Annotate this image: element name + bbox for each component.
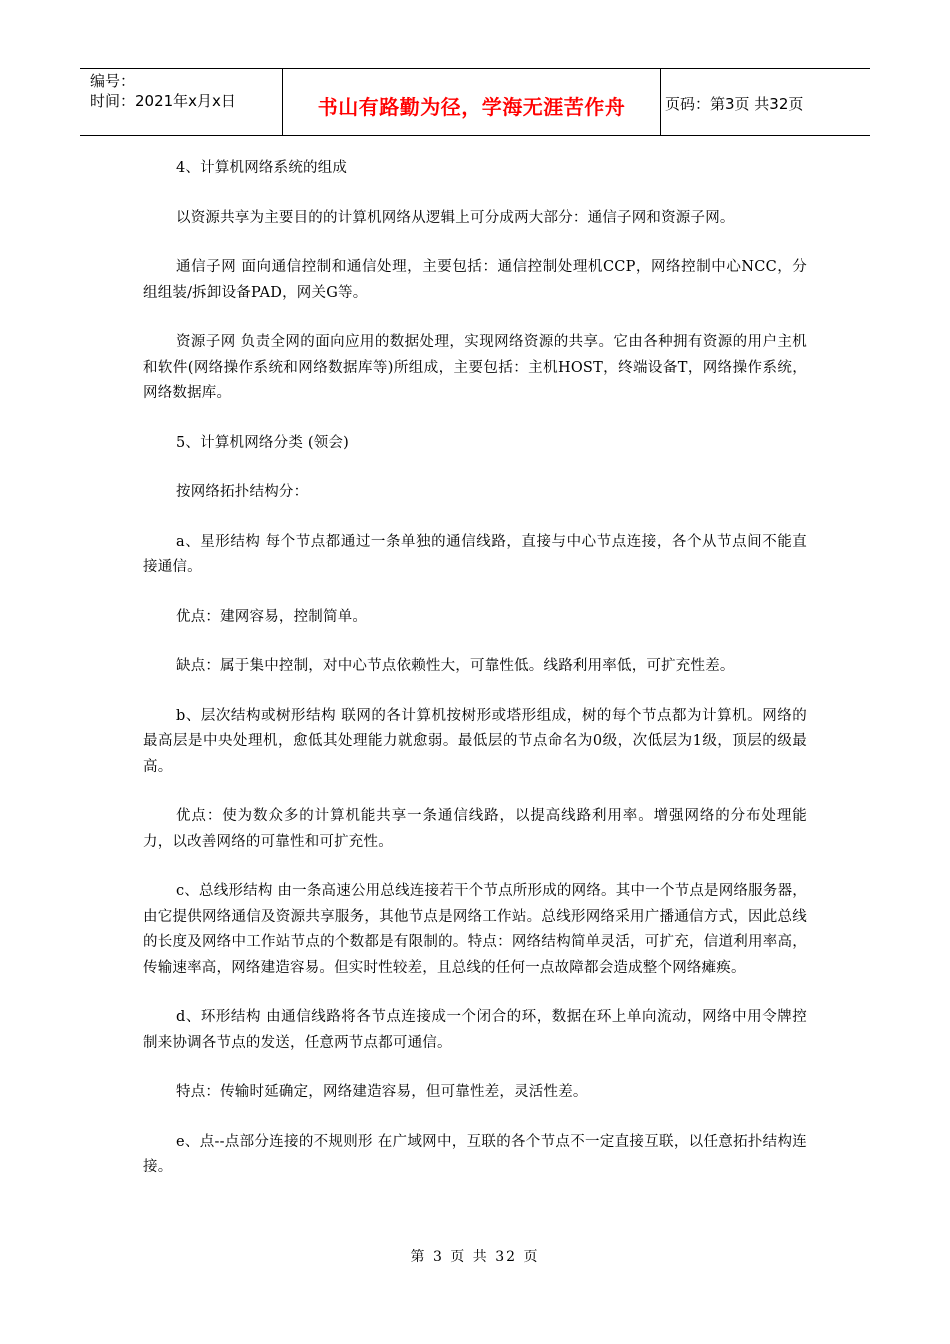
document-number-label: 编号： [90,72,136,90]
page-header [80,68,870,136]
header-motto-cell [283,69,661,135]
paragraph: a、星形结构 每个节点都通过一条单独的通信线路，直接与中心节点连接，各个从节点间不能直接通信。 [143,533,807,575]
paragraph: b、层次结构或树形结构 联网的各计算机按树形或塔形组成，树的每个节点都为计算机。网络的最高层是中央处理机，愈低其处理能力就愈弱。最低层的节点命名为0级，次低层为1级，顶层的级最高。 [143,707,807,775]
header-motto: 书山有路勤为径，学海无涯苦作舟 [317,95,626,119]
section-heading: 5、计算机网络分类 (领会) [176,434,349,451]
paragraph: 资源子网 负责全网的面向应用的数据处理，实现网络资源的共享。它由各种拥有资源的用户主机和软件(网络操作系统和网络数据库等)所组成，主要包括：主机HOST，终端设备T，网络操作系统，网络数据库。 [143,334,807,401]
header-meta-cell [80,69,283,135]
paragraph: d、环形结构 由通信线路将各节点连接成一个闭合的环，数据在环上单向流动，网络中用令牌控制来协调各节点的发送，任意两节点都可通信。 [143,1009,807,1051]
paragraph: 通信子网 面向通信控制和通信处理，主要包括：通信控制处理机CCP，网络控制中心NCC，分组组装/拆卸设备PAD，网关G等。 [143,259,807,301]
paragraph: 按网络拓扑结构分： [176,484,309,500]
document-body [143,156,807,1205]
section-heading: 4、计算机网络系统的组成 [176,160,348,176]
paragraph: e、点--点部分连接的不规则形 在广域网中，互联的各个节点不一定直接互联，以任意拓扑结构连接。 [143,1133,807,1175]
paragraph: 缺点：属于集中控制，对中心节点依赖性大，可靠性低。线路利用率低，可扩充性差。 [176,658,735,674]
page-footer: 第 3 页 共 32 页 [410,1249,540,1265]
paragraph: c、总线形结构 由一条高速公用总线连接若干个节点所形成的网络。其中一个节点是网络服务器，由它提供网络通信及资源共享服务，其他节点是网络工作站。总线形网络采用广播通信方式，因此总线的长度及网络中工作站节点的个数都是有限制的。特点：网络结构简单灵活，可扩充，信道利用率高，传输速率高，网络建造容易。但实时性较差，且总线的任何一点故障都会造成整个网络瘫痪。 [143,883,807,976]
paragraph: 特点：传输时延确定，网络建造容易，但可靠性差，灵活性差。 [176,1084,588,1100]
document-date-label: 时间：2021年x月x日 [90,92,236,110]
paragraph: 优点：使为数众多的计算机能共享一条通信线路，以提高线路利用率。增强网络的分布处理能力，以改善网络的可靠性和可扩充性。 [143,808,807,850]
paragraph: 优点：建网容易，控制简单。 [176,608,368,625]
header-page-cell [661,69,870,135]
header-page-label: 页码：第3页 共32页 [665,95,804,113]
paragraph: 以资源共享为主要目的的计算机网络从逻辑上可分成两大部分：通信子网和资源子网。 [176,209,735,226]
